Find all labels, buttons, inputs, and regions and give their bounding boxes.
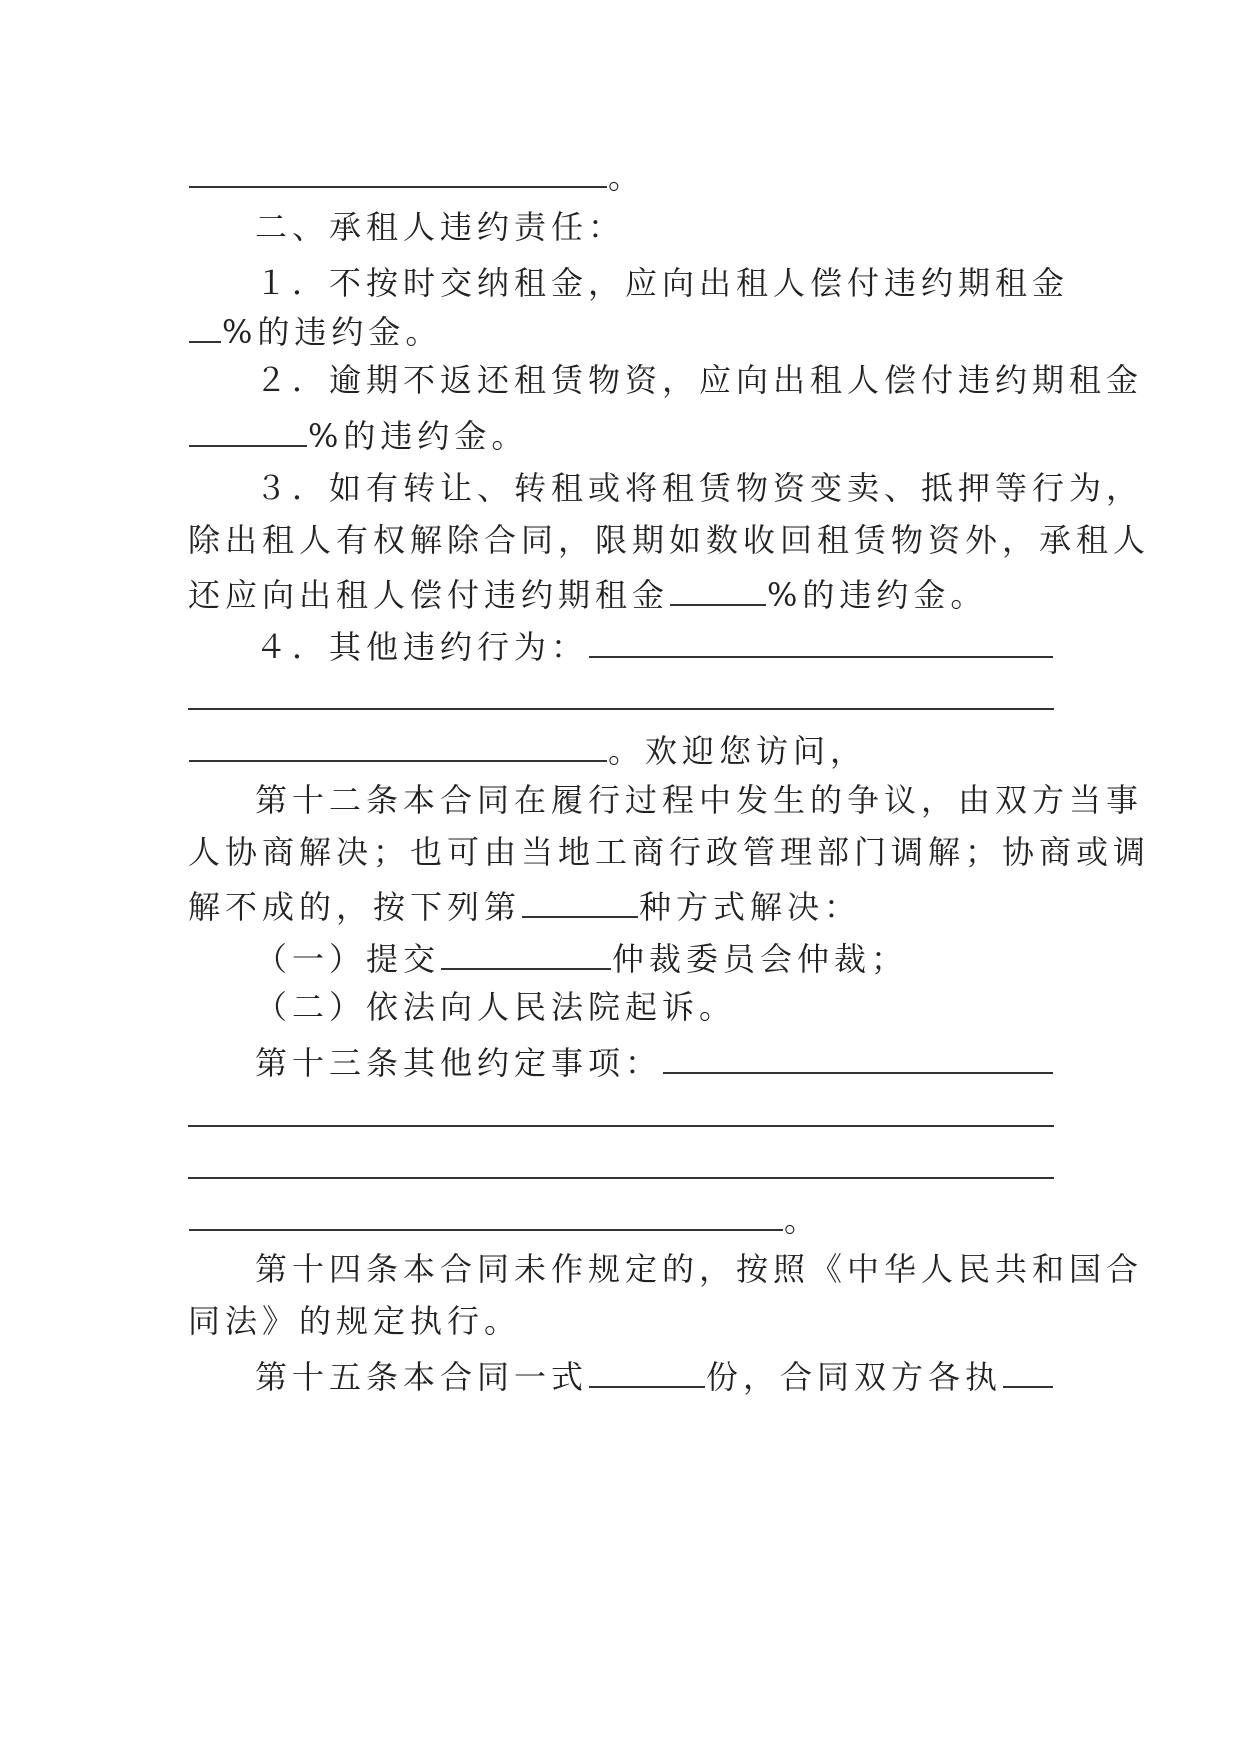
option-2: （二）依法向人民法院起诉。 [255,988,737,1026]
blank-field [441,932,611,970]
item4-line1 [255,620,1054,666]
item4-end: 。欢迎您访问， [608,732,868,770]
art14-line1: 第十四条本合同未作规定的，按照《中华人民共和国合 [255,1250,1144,1288]
art13-end: 。 [784,1201,822,1239]
item2-line2 [188,409,1054,455]
blank-field [188,1089,1054,1127]
art14-line2: 同法》的规定执行。 [188,1302,522,1340]
blank-field [189,305,221,343]
art12-line3 [188,880,1054,926]
opt1-b: 仲裁委员会仲裁； [612,940,909,978]
blank-field [189,724,607,762]
item4-line3 [188,724,1054,770]
line-end: 。 [608,158,646,196]
art13-line1 [255,1036,1054,1082]
item1-line1 [255,256,1070,302]
item1-text: １．不按时交纳租金，应向出租人偿付违约期租金 [255,264,1070,302]
blank-field [189,409,307,447]
blank-field [589,620,1053,658]
art12-line3-b: 种方式解决： [639,888,862,926]
blank-field [189,1193,783,1231]
item1-cont: %的违约金。 [222,313,443,351]
art13-line4 [188,1193,1054,1239]
art13-line3 [188,1141,1054,1187]
item3-line3 [188,568,1054,614]
art12-line2: 人协商解决；也可由当地工商行政管理部门调解；协商或调 [188,833,1151,871]
liability-heading: 二、承租人违约责任： [255,208,626,246]
blank-field [188,672,1054,710]
art15-b: 份，合同双方各执 [706,1358,1003,1396]
blank-field [670,568,766,606]
blank-field [663,1036,1053,1074]
item2-cont: %的违约金。 [308,417,529,455]
item4-text: ４．其他违约行为： [255,628,589,666]
blank-field [188,1141,1054,1179]
item3-line1: ３．如有转让、转租或将租赁物资变卖、抵押等行为， [255,469,1144,507]
blank-field [522,880,638,918]
item3-line3-b: %的违约金。 [767,576,988,614]
art13-text: 第十三条其他约定事项： [255,1044,663,1082]
item3-line3-a: 还应向出租人偿付违约期租金 [188,576,670,614]
art15-line1 [255,1350,1054,1396]
art12-line1: 第十二条本合同在履行过程中发生的争议，由双方当事 [255,781,1144,819]
blank-field [189,150,607,188]
art15-a: 第十五条本合同一式 [255,1358,589,1396]
continuation-line [188,150,1054,196]
item4-line2 [188,672,1054,718]
option-1 [255,932,1054,978]
art13-line2 [188,1089,1054,1135]
item2-line1: ２．逾期不返还租赁物资，应向出租人偿付违约期租金 [255,361,1144,399]
blank-field [1003,1350,1053,1388]
opt1-a: （一）提交 [255,940,441,978]
blank-field [589,1350,705,1388]
item1-line2 [188,305,1054,351]
art12-line3-a: 解不成的，按下列第 [188,888,522,926]
item3-line2: 除出租人有权解除合同，限期如数收回租赁物资外，承租人 [188,521,1151,559]
